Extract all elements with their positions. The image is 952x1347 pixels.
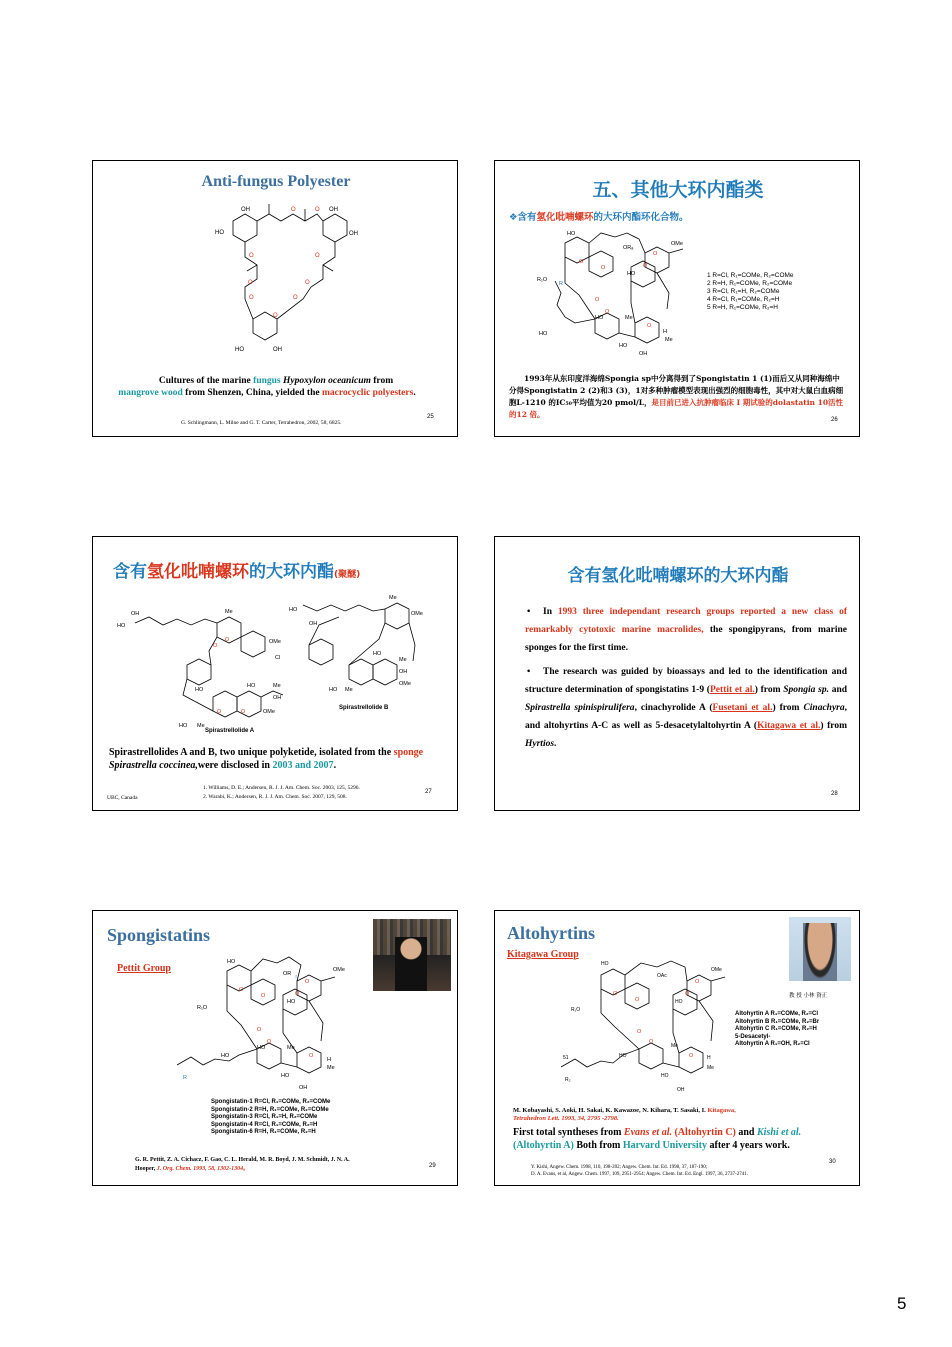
spirastrellolide-b-structure [289,595,453,705]
slide-27 [92,536,458,811]
svg-text:HO: HO [601,961,609,967]
svg-text:O: O [225,637,230,643]
svg-text:HO: HO [235,347,244,353]
slide-28 [494,536,860,811]
svg-text:OMe: OMe [711,967,722,973]
svg-text:OH: OH [273,347,282,353]
svg-text:Me: Me [389,595,397,601]
slide-title: 含有氢化吡喃螺环的大环内酯 [567,566,789,586]
svg-text:OMe: OMe [333,967,345,973]
slide-number: 28 [831,791,838,797]
slide-number: 26 [831,417,838,423]
svg-text:O: O [605,309,610,315]
reference-3: Y. Kishi, Angew. Chem. 1998, 110, 198-202; Angew. Chem. Int. Ed. 1998, 37, 187-190; [531,1165,708,1170]
svg-text:Cl: Cl [275,655,281,661]
svg-text:OMe: OMe [263,709,275,715]
slide-body: First total syntheses from Evans et al. (Altohyrtin C) and Kishi et al. (Altohyrtin A) Both from Harvard University after 4 years work. [513,1127,802,1151]
svg-text:H: H [327,1057,331,1063]
reference-1: M. Kobayashi, S. Aoki, H. Sakai, K. Kawazoe, N. Kihara, T. Sasaki, I. Kitagawa, Tetrahedron Lett. 1993, 34, 2795 -2798. [513,1107,736,1122]
svg-text:O: O [695,979,700,985]
svg-text:O: O [257,1027,262,1033]
svg-text:O: O [315,253,320,259]
svg-text:OH: OH [273,695,282,701]
svg-text:H: H [663,329,667,335]
group-label: Pettit Group [117,963,171,974]
slide-number: 29 [429,1163,436,1169]
svg-text:OR: OR [283,971,292,977]
slide-body: 1993年从东印度洋海绵Spongia sp中分离得到了Spongistatin 1 (1)而后又从同种海绵中分得Spongistatin 2 (2)和3 (3)，1对多种肿瘤模型表现出强烈的细胞毒性，其中对大鼠白血病细胞L-1210 的IC₅₀平均值为20 pmol/L，是目前已进入抗肿瘤临床 I 期试验的dolastatin 10活性的12 倍。 [509,374,844,419]
svg-text:O: O [647,323,652,329]
svg-text:Me: Me [399,657,407,663]
svg-text:O: O [305,280,310,286]
svg-text:OH: OH [349,231,358,237]
svg-text:HO: HO [567,231,576,237]
svg-text:O: O [293,295,298,301]
svg-text:HO: HO [247,683,256,689]
person-image [803,923,837,981]
svg-text:HO: HO [117,623,126,629]
svg-text:HO: HO [661,1073,669,1079]
spongistatin-structure [177,937,367,1097]
slide-25 [92,160,458,437]
list-item: • The research was guided by bioassays and led to the identification and structure determination of spongistatins 1-9 (Pettit et al.) from Spongia sp. and Spirastrella spinispirulifera, cinachyrolide A (Fusetani et al.) from Cinachyra, and altohyrtins A-C as well as 5-desacetylaltohyrtin A (Kitagawa et al.) from Hyrtios. [495,663,847,753]
svg-text:Me: Me [625,315,633,321]
footer-affiliation: UBC, Canada [107,795,138,801]
svg-text:51: 51 [563,1055,569,1061]
svg-text:O: O [653,251,658,257]
svg-text:Me: Me [671,1043,678,1049]
svg-text:Me: Me [225,609,233,615]
svg-text:O: O [239,987,244,993]
svg-text:ORₐ: ORₐ [623,245,634,251]
label-spirastrellolide-a: Spirastrellolide A [205,728,255,734]
svg-text:O: O [315,207,320,213]
svg-text:O: O [685,991,690,997]
svg-text:HO: HO [675,999,683,1005]
slide-number: 25 [427,414,434,420]
svg-text:HO: HO [595,315,604,321]
svg-text:O: O [261,993,266,999]
kobayashi-photo [789,917,851,981]
svg-text:O: O [689,1053,694,1059]
svg-text:O: O [637,1029,642,1035]
svg-text:O: O [635,997,640,1003]
svg-text:O: O [267,1039,272,1045]
svg-text:Me: Me [273,683,281,689]
svg-text:O: O [217,709,222,715]
svg-text:OH: OH [131,611,140,617]
compound-legend: 1 R=Cl, R₁=COMe, R₂=COMe 2 R=H, R₁=COMe, R₂=COMe 3 R=Cl, R₁=H, R₂=COMe 4 R=Cl, R₁=COMe, R₂=H 5 R=H, R₁=COMe, R₂=H [707,272,794,311]
svg-text:HO: HO [373,651,382,657]
svg-text:HO: HO [329,687,338,693]
svg-text:HO: HO [257,1045,266,1051]
slide-bullet: ❖含有氢化吡喃螺环的大环内酯环化合物。 [509,212,689,223]
svg-text:O: O [291,207,296,213]
svg-text:O: O [273,313,278,319]
slide-30 [494,910,860,1186]
svg-text:OMe: OMe [411,611,423,617]
svg-text:O: O [613,991,618,997]
reference-1: 1. Williams, D. E.; Andersen, R. J. J. Am. Chem. Soc. 2003, 125, 5296. [203,785,360,791]
slide-title: 含有氢化吡喃螺环的大环内酯(聚醚) [113,562,361,582]
slide-body: Spirastrellolides A and B, two unique polyketide, isolated from the sponge Spirastrella coccinea,were disclosed in 2003 and 2007. [109,747,424,771]
svg-text:O: O [249,253,254,259]
pettit-photo [373,919,451,991]
svg-text:HO: HO [215,230,224,236]
reference-4: D. A. Evans, et al, Angew. Chem. 1997, 109, 2951-2954; Angew. Chem. Int. Ed. Engl. 1997, 36, 2737-2741. [531,1172,748,1177]
spongistatin-structure [535,223,705,363]
svg-text:R₂: R₂ [565,1077,571,1083]
svg-text:OH: OH [241,207,250,213]
svg-text:HO: HO [627,271,636,277]
svg-text:Me: Me [197,723,205,729]
svg-text:HO: HO [539,331,548,337]
page-number: 5 [897,1294,907,1313]
svg-text:R₁O: R₁O [197,1005,208,1011]
slide-number: 27 [425,789,432,795]
label-spirastrellolide-b: Spirastrellolide B [339,705,389,711]
svg-text:HO: HO [619,343,628,349]
compound-legend: Altohyrtin A R₁=COMe, R₂=Cl Altohyrtin B R₁=COMe, R₂=Br Altohyrtin C R₁=COMe, R₂=H 5-Desacetyl- Altohyrtin A R₁=OH, R₂=Cl [735,1011,820,1047]
svg-text:Me: Me [287,1045,295,1051]
svg-text:HO: HO [221,1053,230,1059]
photo-caption: 教 授 小林 資正 [789,993,828,999]
slide-title: Anti-fungus Polyester [201,173,351,190]
svg-text:Me: Me [707,1065,714,1071]
slide-title: Altohyrtins [507,923,596,943]
svg-text:OH: OH [677,1087,685,1093]
svg-text:O: O [241,709,246,715]
polyester-structure [193,199,373,357]
svg-text:O: O [601,265,606,271]
svg-text:R₁O: R₁O [537,277,548,283]
slide-body: Cultures of the marine fungus Hypoxylon oceanicum from mangrove wood from Shenzen, China, yielded the macrocyclic polyesters. [118,376,416,398]
reference: G. Schlingmann, L. Milne and G. T. Carter, Tetrahedron, 2002, 58, 6825. [181,420,342,426]
svg-text:Me: Me [345,687,353,693]
slide-29 [92,910,458,1186]
svg-text:OH: OH [309,621,318,627]
svg-text:OMe: OMe [269,639,281,645]
svg-text:OMe: OMe [399,681,411,687]
svg-text:HO: HO [287,999,296,1005]
svg-text:O: O [595,297,600,303]
svg-text:R₁O: R₁O [571,1007,581,1013]
svg-text:Me: Me [327,1065,335,1071]
svg-text:O: O [649,1039,654,1045]
svg-text:H: H [707,1055,711,1061]
person-image [395,937,427,991]
slide-title: 五、其他大环内酯类 [592,179,764,201]
svg-text:O: O [305,979,310,985]
altohyrtin-structure [561,941,761,1101]
svg-text:OH: OH [399,669,408,675]
svg-text:R: R [183,1075,187,1081]
svg-text:₂: ₂ [295,973,298,979]
svg-text:HO: HO [227,959,236,965]
reference-2: Hooper, J. Org. Chem. 1993, 58, 1302-1304。 [135,1166,250,1172]
svg-text:HO: HO [281,1073,290,1079]
compound-legend: Spongistatin-1 R=Cl, R₁=COMe, R₂=COMe Spongistatin-2 R=H, R₁=COMe, R₂=COMe Spongistatin-3 R=Cl, R₁=H, R₂=COMe Spongistatin-4 R=Cl, R₁=COMe, R₂=H Spongistatin-6 R=H, R₁=COMe, R₂=H [211,1099,331,1135]
svg-text:HO: HO [289,607,298,613]
svg-text:O: O [643,263,648,269]
spirastrellolide-a-structure [113,601,303,731]
slide-number: 30 [829,1159,836,1165]
svg-text:OMe: OMe [671,241,683,247]
svg-text:O: O [295,991,300,997]
list-item: • In 1993 three independant research groups reported a new class of remarkably cytotoxic marine macrolides, the spongipyrans, from marine sponges for the first time. [495,603,847,657]
svg-text:O: O [213,643,218,649]
svg-text:O: O [249,295,254,301]
bullet-list [495,603,847,753]
svg-text:OH: OH [299,1085,308,1091]
slide-title: Spongistatins [107,925,211,945]
svg-text:OH: OH [329,207,338,213]
svg-text:O: O [309,1053,314,1059]
svg-text:Me: Me [665,337,673,343]
svg-text:O: O [248,280,253,286]
svg-text:R: R [559,281,563,287]
svg-text:OAc: OAc [657,973,667,979]
reference-2: 2. Warabi, K.; Andersen, R. J. J. Am. Chem. Soc. 2007, 129, 508. [203,794,347,800]
svg-text:HO: HO [179,723,188,729]
group-label: Kitagawa Group [507,949,579,960]
svg-text:HO: HO [195,687,204,693]
svg-text:O: O [579,259,584,265]
reference-1: G. R. Pettit, Z. A. Cichacz, F. Gao, C. L. Herald, M. R. Boyd, J. M. Schmidt, J. N. A. [135,1157,350,1163]
svg-text:HO: HO [619,1053,627,1059]
svg-text:OH: OH [639,351,648,357]
slide-26 [494,160,860,437]
